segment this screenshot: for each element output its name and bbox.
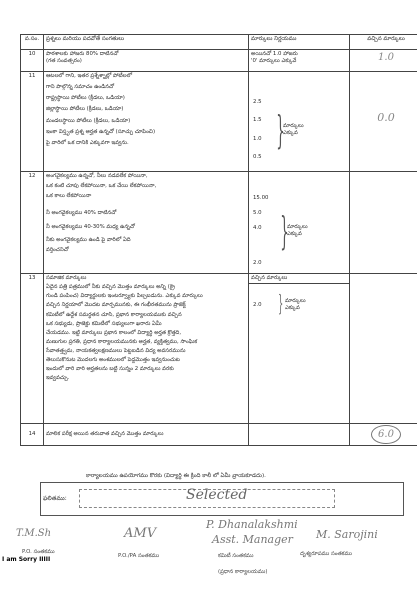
row-description (44, 424, 249, 446)
brace-icon: } (280, 209, 289, 253)
row-description (44, 72, 249, 172)
option-values (251, 195, 277, 267)
marks-line: అయినచో 1.0 హాజరు (251, 51, 298, 57)
desc-line: వచ్చిన నిర్ణయాలో మొదట మార్పమునకు, ఈ గంభీరతమును ప్రాజెక్ట్ (46, 302, 186, 309)
note-line: ఎక్కువ (285, 305, 300, 312)
option-value: 2.5 (253, 99, 262, 105)
desc-line: నీ అంగవైకల్యము 40-30% మధ్య ఉన్నచో (46, 223, 135, 230)
desc-line: ఏదైన పత్రి పత్రములో నీకు వచ్చిన మొత్తం మార్కులు అన్ని (క్రై (46, 284, 175, 291)
row-given (350, 424, 417, 446)
table-row (21, 172, 417, 274)
desc-line: (గత సంవత్సరం) (46, 58, 82, 65)
desc-line: ఇంకా విస్తృత ప్రశ్న అర్హత ఉన్నచో (సూచ్చు చూపించి) (46, 128, 156, 135)
row-number: 14 (21, 424, 44, 446)
result-value: Selected (186, 487, 248, 503)
signature-committee-title: Asst. Manager (212, 533, 293, 546)
option-value: 4.0 (253, 224, 262, 231)
signature-office: M. Sarojini (316, 528, 378, 541)
table-row (21, 50, 417, 72)
row-number: 11 (21, 72, 44, 172)
row-marks (249, 172, 350, 274)
desc-line: పై వారిలో ఒక దానికి ఎక్కువగా ఇవ్వను. (46, 139, 129, 146)
table-header-row (21, 35, 417, 50)
row-marks (249, 72, 350, 172)
office-use-note: కార్యాలయము ఉపయోగము కొరకు (విద్యార్థి ఈ క్రింది కాలీ లో ఏమీ వ్రాయకూడదు). (86, 473, 266, 479)
table-row (21, 72, 417, 172)
desc-line: అంగవైకల్యము ఉన్నచో, నీలు నడవలేక పోయినా, (46, 173, 148, 179)
option-value: 2.0 (253, 301, 262, 308)
header-sno: వ.సం. (21, 35, 44, 50)
desc-line: మాలిక పరీక్ష అయిన తరువాత వచ్చిన మొత్తం మార్కులు (46, 431, 164, 438)
row-marks (249, 274, 350, 424)
table-row (21, 424, 417, 446)
desc-line: ఆటలలో గాని, ఇతర ప్రశ్నేశ్నాల్లో పోటీలలో (46, 73, 133, 79)
marks-note (287, 195, 308, 267)
header-given: వచ్చిన మార్కులు (350, 35, 417, 50)
note-line: ఎక్కువ (287, 231, 302, 237)
row-description (44, 50, 249, 72)
signature-role: P.O./PA సంతకము (118, 553, 160, 559)
given-score: 0.0 (377, 111, 395, 124)
note-line: మార్కులు (283, 122, 304, 129)
result-label: ఫలితము: (43, 495, 67, 502)
signature-role: P.O. సంతకము (22, 549, 55, 555)
brace-icon: } (278, 292, 284, 318)
header-marks: మార్కులు నిర్ణయము (249, 35, 350, 50)
signature-pa: AMV (124, 526, 157, 541)
header-description: ప్రశ్నలు మరియు పదవోతే సంగతులు (44, 35, 249, 50)
row-given (350, 274, 417, 424)
option-values (251, 294, 275, 316)
desc-line: రాష్ట్రస్థాయి పోటీలు (క్రీడలు, ఒడియా) (46, 95, 125, 102)
office-label: (ప్రధాన కార్యాలయము) (218, 569, 268, 575)
desc-line: ఒక కంటి చూపు లేకపోయినా, ఒక చేయి లేకపోయినా, (46, 183, 157, 190)
signature-role: దృశ్యరూపము సంతకము (300, 551, 353, 557)
marks-subheader: వచ్చిన మార్కులు (249, 274, 349, 284)
note-line: మార్కులు (287, 223, 308, 230)
desc-line: సేవాతత్త్వమ, నాయకత్వలక్షణములు పెట్టబడిన విద్య అవసరమును (46, 348, 186, 354)
desc-line: కమిటీలో ఉద్దేశ సమర్థతన చూసి, ప్రభాన కార్యాలయముకు వచ్చిన (46, 311, 182, 318)
desc-line: గుండి పంపించ) విద్యార్థులకు ఇంటర్వ్యూకు పిల్చబడును. ఎక్కువ మార్కులు (46, 293, 203, 300)
marks-line: '0' మార్కులు ఎక్కువే (251, 58, 297, 65)
row-given (350, 72, 417, 172)
row-given (350, 50, 417, 72)
desc-line: పాఠశాలకు హాజరు 80% దాటినచో (46, 51, 119, 57)
marks-table (20, 34, 417, 446)
option-value: 2.0 (253, 259, 262, 266)
option-value: 5.0 (253, 209, 262, 216)
signature-po: T.M.Sh (16, 528, 52, 539)
option-value: 0.5 (253, 153, 262, 160)
signature-role: కమిటీ సంతకము (218, 553, 254, 559)
total-score: 6.0 (371, 425, 401, 444)
row-marks (249, 50, 350, 72)
desc-line: గాని పాల్గొన్న సమాచం ఉండినచో (46, 84, 115, 91)
option-value: 15.00 (253, 195, 269, 201)
footer-credit: I am Sorry IIIII (2, 556, 51, 563)
option-value: 1.0 (253, 135, 262, 142)
desc-line: తెలుసుకొనుట మొదలగు అంశములలో పెద్దమొత్తం ఇవ్వనుంచుట (46, 357, 180, 364)
row-number: 10 (21, 50, 44, 72)
brace-icon: } (276, 108, 285, 152)
row-description (44, 172, 249, 274)
result-field (79, 489, 335, 508)
desc-line: ఇవ్వవచ్చు. (46, 375, 70, 382)
row-marks (249, 424, 350, 446)
desc-line: నీ అంగవైకల్యము 40% దాటినచో (46, 210, 117, 217)
desc-line: మండలస్థాయి పోటీలు (క్రీడలు, ఒడియా) (46, 117, 131, 124)
option-values (251, 99, 273, 161)
row-number: 12 (21, 172, 44, 274)
desc-line: వర్తించనిచో (46, 246, 69, 253)
table-row (21, 274, 417, 424)
desc-line: ఒక సభ్యుడు, ప్రాజెక్టు కమిటీలో సభ్యులుగా ఖరారు ఏమీ (46, 320, 162, 327)
desc-line: చేయడము. ఇట్టి మార్కులు ప్రభాన కాలంలో విద్యార్థి అర్హత క్రొత్తది, (46, 329, 182, 336)
signature-committee: P. Dhanalakshmi (206, 518, 298, 531)
marks-note (285, 294, 306, 316)
result-box (40, 482, 404, 516)
desc-line: ఒక కాలు లేకపోయినా (46, 193, 92, 200)
given-score: 1.0 (378, 52, 394, 63)
desc-line: ఇందులో వారి వారి అర్హతలను బట్టి సున్నం 2 మార్కులు వరకు (46, 366, 174, 373)
note-line: ఎక్కువ (283, 130, 298, 136)
row-number: 13 (21, 274, 44, 424)
desc-line: జిల్లాస్థాయి పోటీలు (క్రీడలు, ఒడియా) (46, 106, 124, 113)
desc-line: సమాజిక మార్కులు (46, 275, 87, 281)
option-value: 1.5 (253, 117, 262, 124)
row-given (350, 172, 417, 274)
row-description (44, 274, 249, 424)
desc-line: మణుగుల ప్రగతి, ప్రధాన కార్యాలయమునకు అర్హత, వ్యక్తిత్వము, సాంఘిక (46, 338, 198, 345)
desc-line: నీకు అంగవైకల్యము ఉండి పై వారిలో ఏది (46, 236, 131, 243)
marks-note (283, 99, 304, 161)
note-line: మార్కులు (285, 298, 306, 304)
